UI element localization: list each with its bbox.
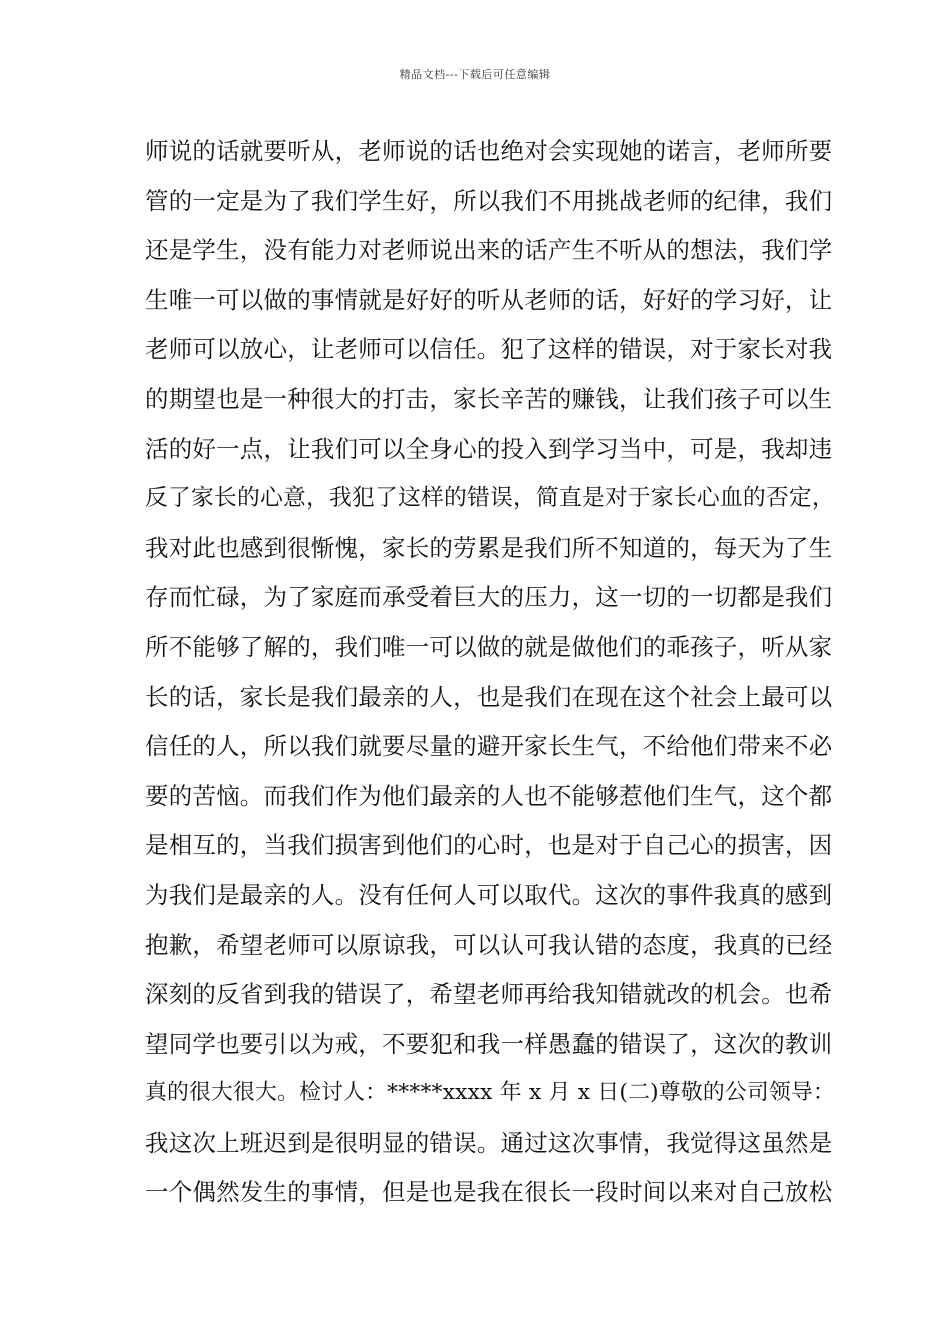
text-line: 师说的话就要听从，老师说的话也绝对会实现她的诺言，老师所要 [145, 137, 833, 165]
text-line: 深刻的反省到我的错误了，希望老师再给我知错就改的机会。也希 [145, 980, 833, 1009]
text-line: 存而忙碌，为了家庭而承受着巨大的压力，这一切的一切都是我们 [145, 583, 833, 612]
text-line: 管的一定是为了我们学生好，所以我们不用挑战老师的纪律，我们 [145, 186, 833, 215]
text-line: 活的好一点，让我们可以全身心的投入到学习当中，可是，我却违 [145, 434, 833, 463]
text-line: 要的苦恼。而我们作为他们最亲的人也不能够惹他们生气，这个都 [145, 781, 833, 810]
text-line: 反了家长的心意，我犯了这样的错误，简直是对于家长心血的否定， [145, 485, 835, 512]
text-line: 是相互的，当我们损害到他们的心时，也是对于自己心的损害，因 [145, 831, 833, 860]
text-line: 长的话，家长是我们最亲的人，也是我们在现在这个社会上最可以 [145, 682, 833, 711]
text-line: 信任的人，所以我们就要尽量的避开家长生气，不给他们带来不必 [145, 732, 833, 761]
page-header: 精品文档---下载后可任意编辑 [399, 68, 551, 81]
text-line: 抱歉，希望老师可以原谅我，可以认可我认错的态度，我真的已经 [145, 930, 833, 959]
text-line: 我这次上班迟到是很明显的错误。通过这次事情，我觉得这虽然是 [145, 1128, 833, 1157]
text-line: 的期望也是一种很大的打击，家长辛苦的赚钱，让我们孩子可以生 [145, 384, 833, 413]
text-line: 真的很大很大。检讨人：*****xxxx 年 x 月 x 日(二)尊敬的公司领导： [145, 1080, 835, 1106]
text-line: 生唯一可以做的事情就是好好的听从老师的话，好好的学习好，让 [145, 285, 833, 314]
text-line: 我对此也感到很惭愧，家长的劳累是我们所不知道的，每天为了生 [145, 533, 833, 562]
text-line: 老师可以放心，让老师可以信任。犯了这样的错误，对于家长对我 [145, 335, 833, 364]
document-body [145, 133, 835, 1224]
text-line: 所不能够了解的，我们唯一可以做的就是做他们的乖孩子，听从家 [145, 632, 833, 661]
text-line: 望同学也要引以为戒，不要犯和我一样愚蠢的错误了，这次的教训 [145, 1029, 833, 1058]
text-line: 一个偶然发生的事情，但是也是我在很长一段时间以来对自己放松 [145, 1178, 833, 1207]
text-line: 为我们是最亲的人。没有任何人可以取代。这次的事件我真的感到 [145, 880, 833, 909]
text-line: 还是学生，没有能力对老师说出来的话产生不听从的想法，我们学 [145, 236, 833, 265]
